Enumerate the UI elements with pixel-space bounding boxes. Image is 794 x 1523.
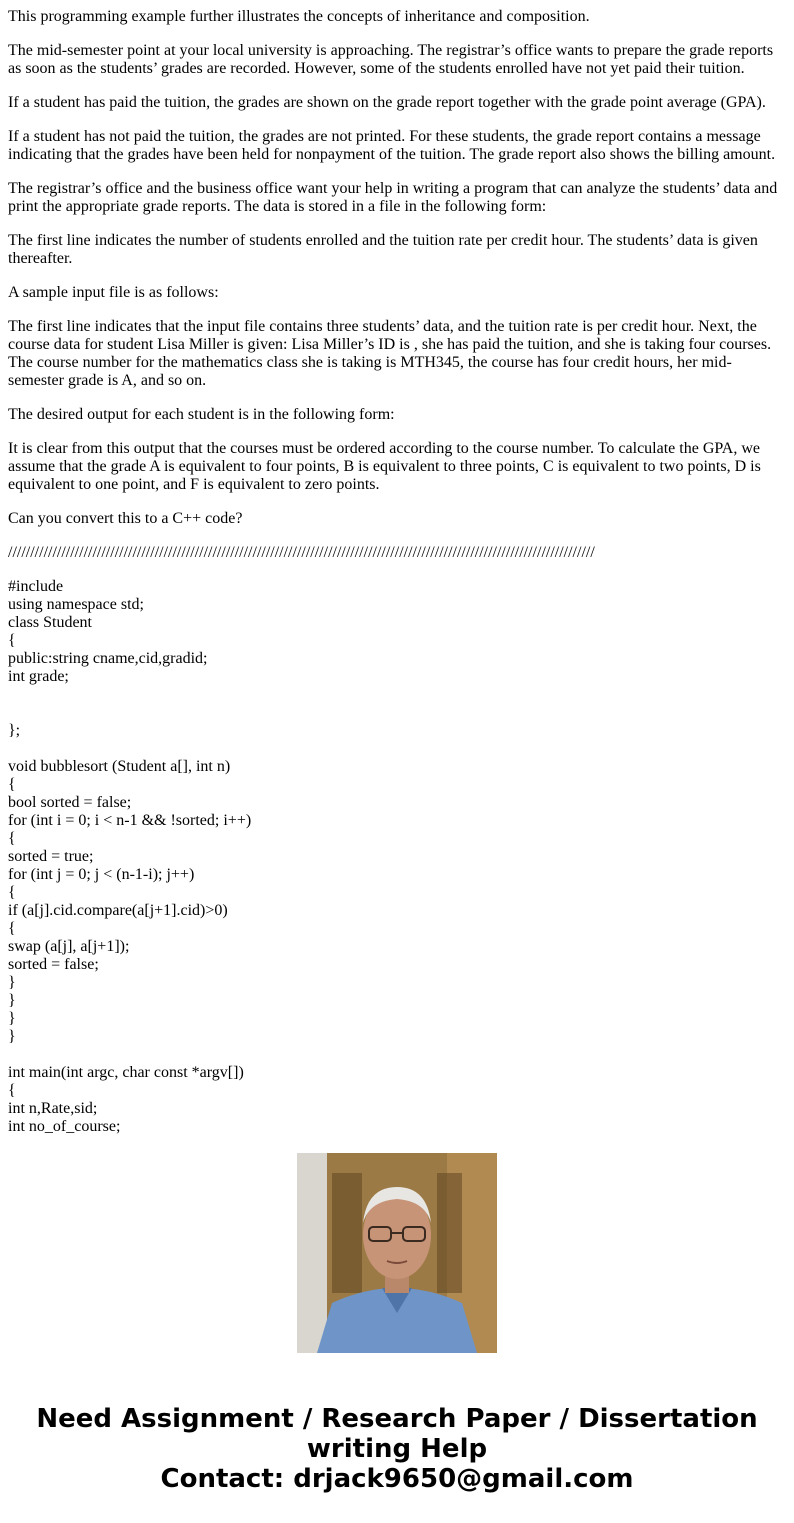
promo-contact: Contact: drjack9650@gmail.com bbox=[160, 1464, 634, 1494]
avatar-photo bbox=[297, 1153, 497, 1353]
paragraph: It is clear from this output that the courses must be ordered according to the course number. To calculate the GPA, we assume that the grade A is equivalent to four points, B is equivalent to three points, C is equivalent to two points, D is equivalent to one point, and F is equivalent to zero points. bbox=[8, 440, 761, 493]
footer-promo bbox=[0, 1122, 794, 1523]
paragraph: The desired output for each student is in the following form: bbox=[8, 406, 395, 423]
paragraph: If a student has not paid the tuition, the grades are not printed. For these students, the grade report contains a message indicating that the grades have been held for nonpayment of the tuition. The grade report also shows the billing amount. bbox=[8, 128, 776, 163]
paragraph: The registrar’s office and the business office want your help in writing a program that can analyze the students’ data and print the appropriate grade reports. The data is stored in a file in the following form: bbox=[8, 180, 778, 215]
paragraph: A sample input file is as follows: bbox=[8, 284, 219, 301]
promo-line-1: Need Assignment / Research Paper / Dissertation bbox=[36, 1404, 758, 1434]
avatar bbox=[297, 1153, 497, 1353]
paragraph: The mid-semester point at your local university is approaching. The registrar’s office wants to prepare the grade reports as soon as the students’ grades are recorded. However, some of the students enrolled have not yet paid their tuition. bbox=[8, 42, 774, 77]
promo-text bbox=[0, 1404, 794, 1494]
paragraph: The first line indicates the number of students enrolled and the tuition rate per credit hour. The students’ data is given thereafter. bbox=[8, 232, 758, 267]
code-block: #include using namespace std; class Student { public:string cname,cid,gradid; int grade; }; void bubblesort (Student a[], int n) { bool sorted = false; for (int i = 0; i < n-1 && !sorted; i++) { sorted = true; for (int j = 0; j < (n-1-i); j++) { if (a[j].cid.compare(a[j+1].cid)>0) { swap (a[j], a[j+1]); sorted = false; } } } } int main(int argc, char const *argv[]) { int n,Rate,sid; int no_of_course; bbox=[8, 578, 252, 1135]
question-body bbox=[8, 0, 786, 1135]
paragraph: If a student has paid the tuition, the grades are shown on the grade report together with the grade point average (GPA). bbox=[8, 94, 766, 111]
promo-line-2: writing Help bbox=[306, 1434, 488, 1464]
paragraph: The first line indicates that the input file contains three students’ data, and the tuition rate is per credit hour. Next, the course data for student Lisa Miller is given: Lisa Miller’s ID is , she has paid the tuition, and she is taking four courses. The course number for the mathematics class she is taking is MTH345, the course has four credit hours, her mid-semester grade is A, and so on. bbox=[8, 318, 772, 389]
separator-line: //////////////////////////////////////////////////////////////////////////////////////////////////////////////////////////////////// bbox=[8, 544, 595, 561]
paragraph: Can you convert this to a C++ code? bbox=[8, 510, 243, 527]
paragraph: This programming example further illustrates the concepts of inheritance and composition. bbox=[8, 8, 590, 25]
